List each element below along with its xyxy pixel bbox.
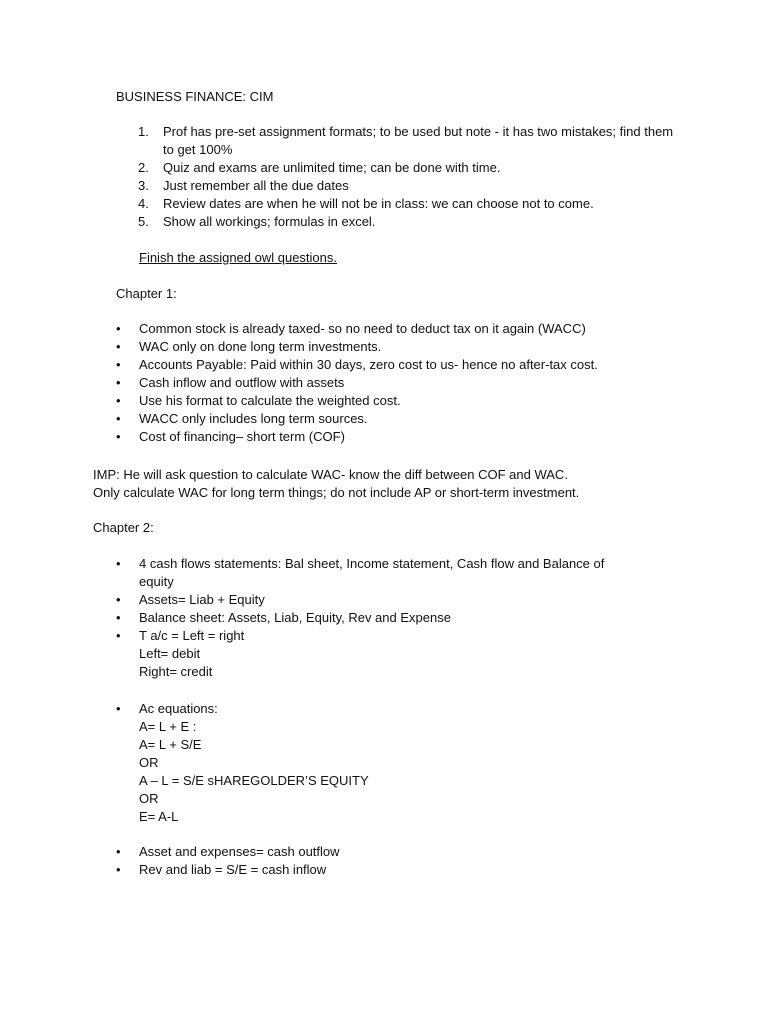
item-text: Show all workings; formulas in excel. xyxy=(163,214,376,229)
bullet-text: Assets= Liab + Equity xyxy=(139,592,265,607)
bullet-icon: • xyxy=(116,556,121,571)
chapter-1-heading: Chapter 1: xyxy=(116,286,177,301)
list-item xyxy=(116,410,676,428)
bullet-text: Rev and liab = S/E = cash inflow xyxy=(139,862,327,877)
bullet-text: Cost of financing– short term (COF) xyxy=(139,429,345,444)
item-number: 2. xyxy=(138,160,149,175)
list-item xyxy=(116,392,676,410)
bullet-text: Accounts Payable: Paid within 30 days, zero cost to us- hence no after-tax cost. xyxy=(139,357,598,372)
bullet-icon: • xyxy=(116,411,121,426)
bullet-text: Balance sheet: Assets, Liab, Equity, Rev and Expense xyxy=(139,610,451,625)
bullet-icon: • xyxy=(116,592,121,607)
bullet-icon: • xyxy=(116,375,121,390)
important-note-line: Only calculate WAC for long term things; do not include AP or short-term investment. xyxy=(93,485,580,500)
list-item xyxy=(116,609,676,627)
bullet-icon: • xyxy=(116,610,121,625)
bullet-text: A= L + S/E xyxy=(139,737,202,752)
list-item xyxy=(116,843,676,861)
list-item xyxy=(116,177,676,195)
bullet-icon: • xyxy=(116,862,121,877)
list-item xyxy=(116,159,676,177)
bullet-icon: • xyxy=(116,339,121,354)
chapter-2-bullets-b xyxy=(116,700,676,826)
bullet-text: T a/c = Left = right xyxy=(139,628,245,643)
bullet-text: Right= credit xyxy=(139,664,213,679)
bullet-text: Ac equations: xyxy=(139,701,218,716)
list-item xyxy=(116,700,676,826)
course-notes-list xyxy=(116,123,676,231)
bullet-icon: • xyxy=(116,844,121,859)
bullet-text: Left= debit xyxy=(139,646,201,661)
bullet-text: Cash inflow and outflow with assets xyxy=(139,375,345,390)
list-item xyxy=(116,591,676,609)
bullet-text: WACC only includes long term sources. xyxy=(139,411,368,426)
bullet-icon: • xyxy=(116,628,121,643)
item-number: 1. xyxy=(138,124,149,139)
list-item xyxy=(116,123,676,159)
bullet-text: Asset and expenses= cash outflow xyxy=(139,844,340,859)
bullet-text: OR xyxy=(139,755,159,770)
bullet-text: A= L + E : xyxy=(139,719,197,734)
bullet-icon: • xyxy=(116,357,121,372)
document-title: BUSINESS FINANCE: CIM xyxy=(116,89,274,104)
list-item xyxy=(116,213,676,231)
list-item xyxy=(116,320,676,338)
chapter-1-bullets xyxy=(116,320,676,446)
item-text: Quiz and exams are unlimited time; can be done with time. xyxy=(163,160,501,175)
chapter-2-heading: Chapter 2: xyxy=(93,520,154,535)
chapter-2-bullets-c xyxy=(116,843,676,879)
bullet-text: Common stock is already taxed- so no need to deduct tax on it again (WACC) xyxy=(139,321,586,336)
list-item xyxy=(116,627,676,681)
important-note-line: IMP: He will ask question to calculate WAC- know the diff between COF and WAC. xyxy=(93,467,568,482)
bullet-icon: • xyxy=(116,393,121,408)
list-item xyxy=(116,428,676,446)
item-number: 3. xyxy=(138,178,149,193)
bullet-text: A – L = S/E sHAREGOLDER’S EQUITY xyxy=(139,773,369,788)
list-item xyxy=(116,555,676,591)
important-note xyxy=(93,466,713,502)
owl-questions-note: Finish the assigned owl questions. xyxy=(139,250,338,265)
item-text: Just remember all the due dates xyxy=(163,178,349,193)
list-item xyxy=(116,195,676,213)
bullet-icon: • xyxy=(116,321,121,336)
chapter-2-bullets-a xyxy=(116,555,676,681)
list-item xyxy=(116,374,676,392)
bullet-text: E= A-L xyxy=(139,809,179,824)
item-text: Review dates are when he will not be in class: we can choose not to come. xyxy=(163,196,594,211)
bullet-text: equity xyxy=(139,574,174,589)
list-item xyxy=(116,338,676,356)
item-text: Prof has pre-set assignment formats; to be used but note - it has two mistakes; find them to get 100% xyxy=(163,124,674,157)
bullet-text: Use his format to calculate the weighted cost. xyxy=(139,393,401,408)
bullet-text: OR xyxy=(139,791,159,806)
list-item xyxy=(116,861,676,879)
item-number: 5. xyxy=(138,214,149,229)
item-number: 4. xyxy=(138,196,149,211)
bullet-icon: • xyxy=(116,701,121,716)
list-item xyxy=(116,356,676,374)
bullet-icon: • xyxy=(116,429,121,444)
bullet-text: 4 cash flows statements: Bal sheet, Income statement, Cash flow and Balance of xyxy=(139,556,605,571)
bullet-text: WAC only on done long term investments. xyxy=(139,339,382,354)
